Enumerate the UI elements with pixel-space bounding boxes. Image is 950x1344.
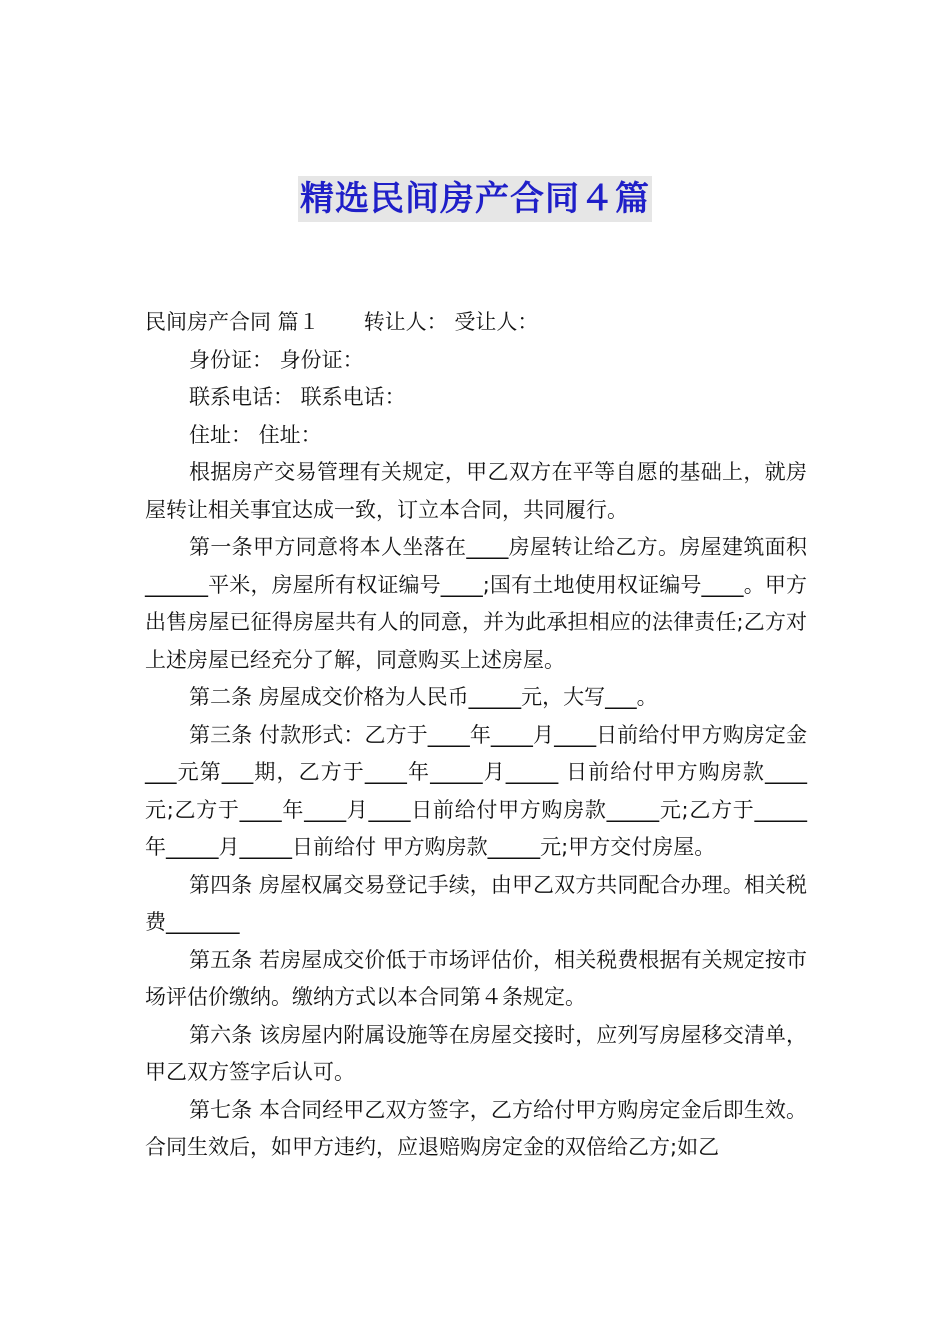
paragraph-article-7: 第七条 本合同经甲乙双方签字，乙方给付甲方购房定金后即生效。合同生效后，如甲方违约，应退赔购房定金的双倍给乙方;如乙: [145, 1097, 807, 1159]
paragraph-article-5: 第五条 若房屋成交价低于市场评估价，相关税费根据有关规定按市场评估价缴纳。缴纳方式以本合同第４条规定。: [145, 947, 807, 1009]
contract-label: 民间房产合同 篇１: [145, 310, 320, 334]
document-title: 精选民间房产合同４篇: [298, 176, 652, 222]
paragraph-article-1: 第一条甲方同意将本人坐落在____房屋转让给乙方。房屋建筑面积______平米，房屋所有权证编号____;国有土地使用权证编号____。甲方出售房屋已征得房屋共有人的同意，并为此承担相应的法律责任;乙方对上述房屋已经充分了解，同意购买上述房屋。: [145, 535, 807, 672]
paragraph-address: 住址： 住址：: [189, 422, 322, 447]
parties-label: 转让人： 受让人：: [363, 310, 539, 334]
paragraph-article-3: 第三条 付款形式：乙方于____年____月____日前给付甲方购房定金___元第___期，乙方于____年_____月_____ 日前给付甲方购房款____元;乙方于____年____月____日前给付甲方购房款_____元;乙方于_____年_____月_____日前给付 甲方购房款_____元;甲方交付房屋。: [145, 722, 807, 859]
document-body: [145, 304, 807, 1167]
paragraph-phone: 联系电话： 联系电话：: [189, 385, 406, 409]
paragraph-article-2: 第二条 房屋成交价格为人民币_____元，大写___。: [189, 685, 658, 709]
paragraph-preamble: 根据房产交易管理有关规定，甲乙双方在平等自愿的基础上，就房屋转让相关事宜达成一致，订立本合同，共同履行。: [145, 460, 807, 522]
title-container: [0, 176, 950, 222]
paragraph-id-card: 身份证： 身份证：: [189, 347, 364, 372]
paragraph-article-6: 第六条 该房屋内附属设施等在房屋交接时，应列写房屋移交清单，甲乙双方签字后认可。: [145, 1022, 807, 1084]
header-line: [145, 304, 807, 342]
paragraph-article-4: 第四条 房屋权属交易登记手续，由甲乙双方共同配合办理。相关税费_______: [145, 872, 807, 934]
